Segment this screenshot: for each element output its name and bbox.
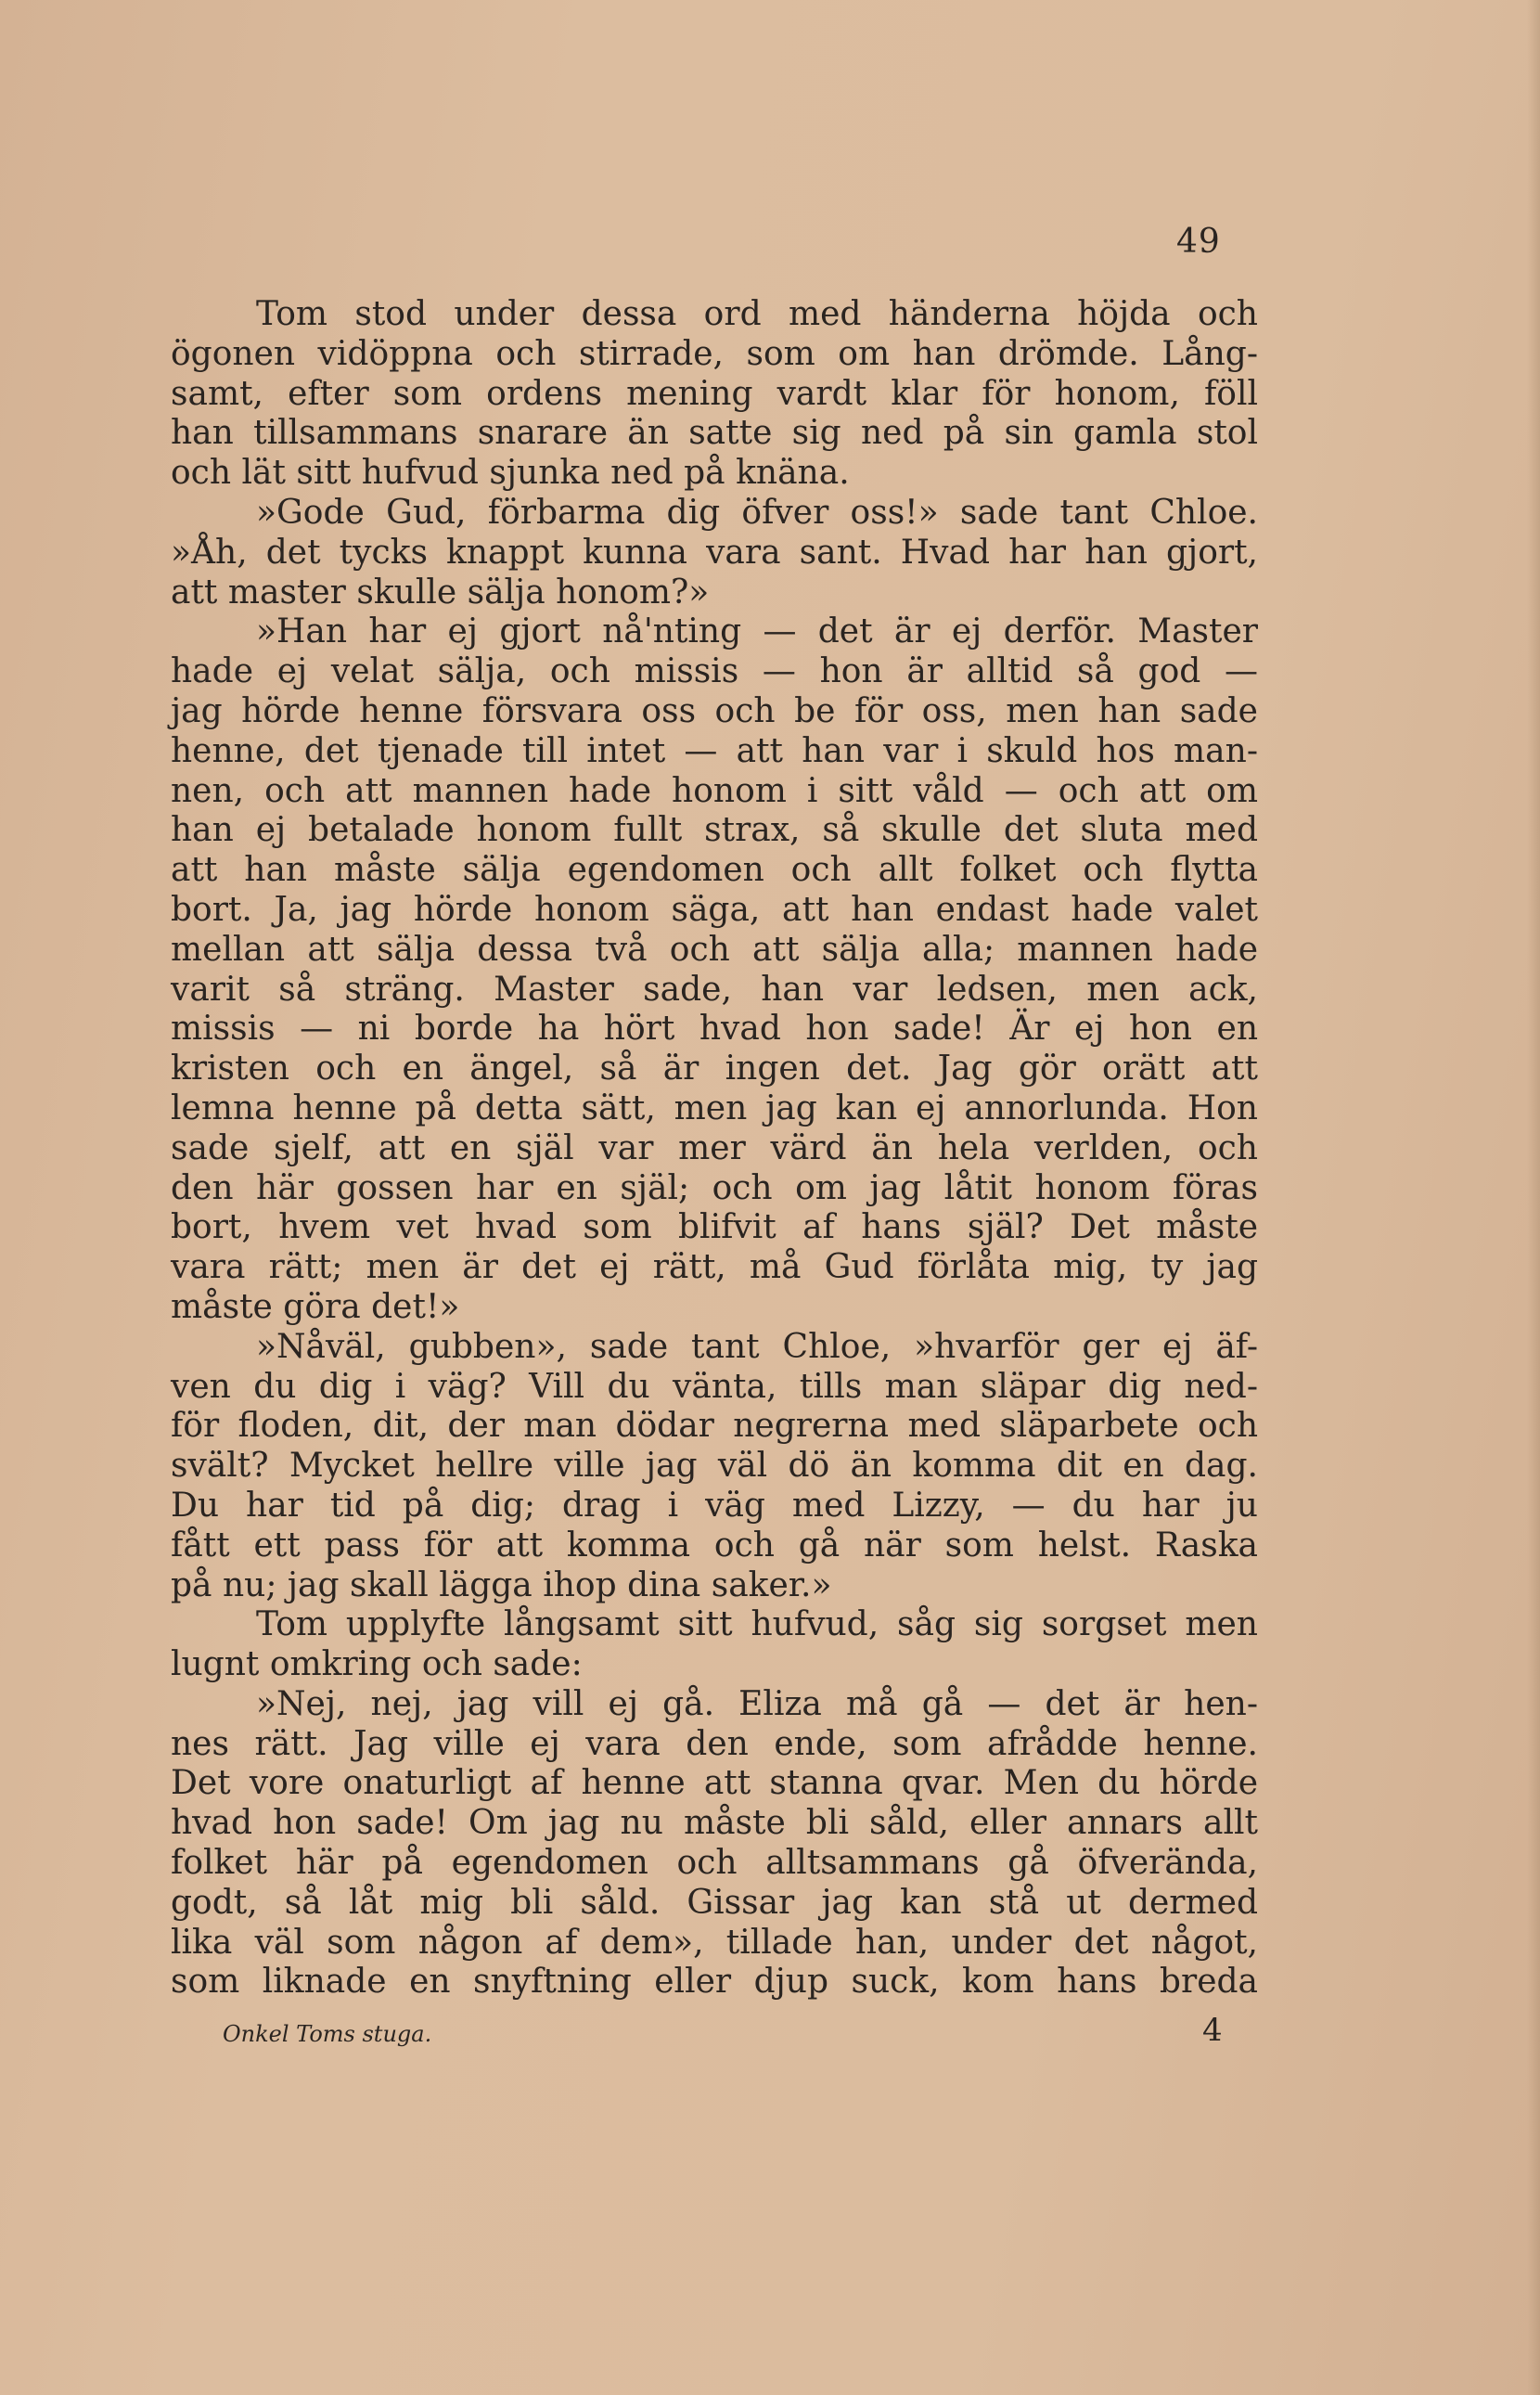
text-line: ögonen vidöppna och stirrade, som om han drömde. Lång- bbox=[171, 334, 1258, 373]
text-line: godt, så låt mig bli såld. Gissar jag kan stå ut dermed bbox=[171, 1883, 1258, 1922]
text-line: kristen och en ängel, så är ingen det. Jag gör orätt att bbox=[171, 1049, 1258, 1088]
text-line: lika väl som någon af dem», tillade han, under det något, bbox=[171, 1923, 1258, 1962]
text-line: mellan att sälja dessa två och att sälja alla; mannen hade bbox=[171, 930, 1258, 969]
text-line: för floden, dit, der man dödar negrerna med släparbete och bbox=[171, 1407, 1258, 1446]
text-line: och lät sitt hufvud sjunka ned på knäna. bbox=[171, 454, 850, 493]
page-edge bbox=[1527, 0, 1540, 2395]
text-line: »Gode Gud, förbarma dig öfver oss!» sade tant Chloe. bbox=[256, 493, 1258, 532]
text-line: lugnt omkring och sade: bbox=[171, 1645, 583, 1684]
text-line: folket här på egendomen och alltsammans gå öfverända, bbox=[171, 1844, 1258, 1883]
text-line: »Han har ej gjort nå'nting — det är ej derför. Master bbox=[256, 612, 1258, 651]
text-line: sade sjelf, att en själ var mer värd än hela verlden, och bbox=[171, 1128, 1258, 1167]
text-line: måste göra det!» bbox=[171, 1287, 460, 1326]
text-line: lemna henne på detta sätt, men jag kan ej annorlunda. Hon bbox=[171, 1088, 1258, 1127]
text-line: »Nåväl, gubben», sade tant Chloe, »hvarför ger ej äf- bbox=[256, 1327, 1258, 1366]
text-line: nen, och att mannen hade honom i sitt våld — och att om bbox=[171, 771, 1258, 810]
text-line: henne, det tjenade till intet — att han var i skuld hos man- bbox=[171, 731, 1258, 770]
text-line: han tillsammans snarare än satte sig ned på sin gamla stol bbox=[171, 414, 1258, 453]
text-line: att han måste sälja egendomen och allt folket och flytta bbox=[171, 851, 1258, 890]
text-line: jag hörde henne försvara oss och be för oss, men han sade bbox=[171, 691, 1258, 730]
text-line: på nu; jag skall lägga ihop dina saker.» bbox=[171, 1565, 832, 1604]
signature-mark: 4 bbox=[1202, 2012, 1223, 2049]
text-line: att master skulle sälja honom?» bbox=[171, 573, 710, 612]
text-line: ven du dig i väg? Vill du vänta, tills man släpar dig ned- bbox=[171, 1367, 1258, 1406]
text-line: nes rätt. Jag ville ej vara den ende, som afrådde henne. bbox=[171, 1724, 1258, 1763]
text-line: varit så sträng. Master sade, han var ledsen, men ack, bbox=[171, 970, 1258, 1009]
text-line: Du har tid på dig; drag i väg med Lizzy, — du har ju bbox=[171, 1486, 1258, 1525]
text-line: vara rätt; men är det ej rätt, må Gud förlåta mig, ty jag bbox=[171, 1248, 1258, 1287]
running-footer-title: Onkel Toms stuga. bbox=[223, 2021, 432, 2047]
text-line: »Åh, det tycks knappt kunna vara sant. Hvad har han gjort, bbox=[171, 533, 1258, 572]
text-line: bort, hvem vet hvad som blifvit af hans själ? Det måste bbox=[171, 1208, 1258, 1247]
text-line: Tom upplyfte långsamt sitt hufvud, såg sig sorgset men bbox=[256, 1605, 1258, 1644]
text-line: han ej betalade honom fullt strax, så skulle det sluta med bbox=[171, 811, 1258, 850]
text-line: missis — ni borde ha hört hvad hon sade! Är ej hon en bbox=[171, 1010, 1258, 1049]
text-line: bort. Ja, jag hörde honom säga, att han endast hade valet bbox=[171, 890, 1258, 929]
text-line: som liknade en snyftning eller djup suck, kom hans breda bbox=[171, 1963, 1258, 2002]
text-line: den här gossen har en själ; och om jag låtit honom föras bbox=[171, 1168, 1258, 1207]
text-line: samt, efter som ordens mening vardt klar för honom, föll bbox=[171, 374, 1258, 413]
text-line: hvad hon sade! Om jag nu måste bli såld, eller annars allt bbox=[171, 1804, 1258, 1843]
text-line: svält? Mycket hellre ville jag väl dö än komma dit en dag. bbox=[171, 1447, 1258, 1486]
text-line: hade ej velat sälja, och missis — hon är alltid så god — bbox=[171, 652, 1258, 691]
page-number: 49 bbox=[1176, 223, 1221, 261]
body-text bbox=[171, 295, 1258, 2002]
text-line: »Nej, nej, jag vill ej gå. Eliza må gå — det är hen- bbox=[256, 1684, 1258, 1723]
text-line: Tom stod under dessa ord med händerna höjda och bbox=[256, 295, 1258, 333]
text-line: fått ett pass för att komma och gå när som helst. Raska bbox=[171, 1526, 1258, 1564]
text-line: Det vore onaturligt af henne att stanna qvar. Men du hörde bbox=[171, 1764, 1258, 1803]
